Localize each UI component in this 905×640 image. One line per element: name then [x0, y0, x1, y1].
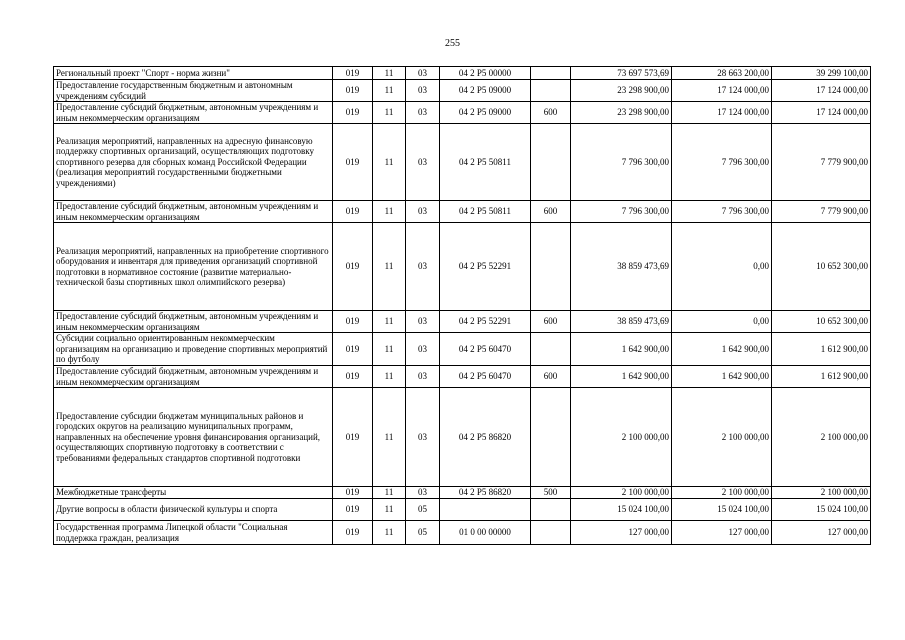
expense-type-cell: 600 [531, 102, 571, 124]
admin-code-cell: 019 [333, 124, 373, 201]
amount-year2-cell: 0,00 [672, 311, 772, 333]
amount-year2-cell: 7 796 300,00 [672, 124, 772, 201]
admin-code-cell: 019 [333, 102, 373, 124]
section-code-cell: 11 [373, 223, 406, 311]
subsection-code-cell: 03 [406, 388, 440, 487]
amount-year1-cell: 38 859 473,69 [571, 311, 672, 333]
amount-year1-cell: 15 024 100,00 [571, 499, 672, 521]
table-row [54, 499, 871, 521]
target-article-cell: 04 2 Р5 09000 [440, 102, 531, 124]
admin-code-cell: 019 [333, 311, 373, 333]
table-row [54, 388, 871, 487]
table-row [54, 102, 871, 124]
subsection-code-cell: 03 [406, 333, 440, 366]
table-row [54, 201, 871, 223]
subsection-code-cell: 03 [406, 487, 440, 499]
row-name-cell: Субсидии социально ориентированным некоммерческим организациям на организацию и проведение спортивных мероприятий по футболу [54, 333, 333, 366]
target-article-cell: 04 2 Р5 09000 [440, 80, 531, 102]
expense-type-cell [531, 67, 571, 80]
row-name-cell: Предоставление субсидий бюджетным, автономным учреждениям и иным некоммерческим организациям [54, 366, 333, 388]
amount-year3-cell: 1 612 900,00 [772, 333, 871, 366]
admin-code-cell: 019 [333, 487, 373, 499]
subsection-code-cell: 03 [406, 67, 440, 80]
table-row [54, 311, 871, 333]
section-code-cell: 11 [373, 67, 406, 80]
amount-year2-cell: 2 100 000,00 [672, 487, 772, 499]
section-code-cell: 11 [373, 499, 406, 521]
section-code-cell: 11 [373, 333, 406, 366]
amount-year1-cell: 2 100 000,00 [571, 388, 672, 487]
target-article-cell: 04 2 Р5 52291 [440, 223, 531, 311]
expense-type-cell [531, 80, 571, 102]
subsection-code-cell: 05 [406, 521, 440, 545]
amount-year2-cell: 17 124 000,00 [672, 102, 772, 124]
expense-type-cell: 600 [531, 311, 571, 333]
amount-year3-cell: 10 652 300,00 [772, 311, 871, 333]
target-article-cell: 04 2 Р5 00000 [440, 67, 531, 80]
section-code-cell: 11 [373, 311, 406, 333]
target-article-cell: 01 0 00 00000 [440, 521, 531, 545]
row-name-cell: Предоставление государственным бюджетным и автономным учреждениям субсидий [54, 80, 333, 102]
amount-year2-cell: 17 124 000,00 [672, 80, 772, 102]
amount-year3-cell: 2 100 000,00 [772, 487, 871, 499]
target-article-cell: 04 2 Р5 60470 [440, 366, 531, 388]
expense-type-cell: 500 [531, 487, 571, 499]
table-row [54, 80, 871, 102]
budget-table [53, 66, 871, 545]
row-name-cell: Другие вопросы в области физической культуры и спорта [54, 499, 333, 521]
amount-year2-cell: 127 000,00 [672, 521, 772, 545]
subsection-code-cell: 03 [406, 366, 440, 388]
amount-year2-cell: 1 642 900,00 [672, 366, 772, 388]
amount-year2-cell: 15 024 100,00 [672, 499, 772, 521]
amount-year2-cell: 28 663 200,00 [672, 67, 772, 80]
amount-year3-cell: 17 124 000,00 [772, 102, 871, 124]
amount-year1-cell: 73 697 573,69 [571, 67, 672, 80]
target-article-cell: 04 2 Р5 52291 [440, 311, 531, 333]
admin-code-cell: 019 [333, 499, 373, 521]
section-code-cell: 11 [373, 124, 406, 201]
target-article-cell: 04 2 Р5 50811 [440, 201, 531, 223]
amount-year1-cell: 7 796 300,00 [571, 124, 672, 201]
table-row [54, 124, 871, 201]
table-row [54, 333, 871, 366]
amount-year3-cell: 17 124 000,00 [772, 80, 871, 102]
section-code-cell: 11 [373, 201, 406, 223]
page-number: 255 [445, 38, 460, 49]
row-name-cell: Предоставление субсидий бюджетным, автономным учреждениям и иным некоммерческим организациям [54, 102, 333, 124]
subsection-code-cell: 03 [406, 311, 440, 333]
admin-code-cell: 019 [333, 223, 373, 311]
amount-year1-cell: 2 100 000,00 [571, 487, 672, 499]
amount-year1-cell: 23 298 900,00 [571, 102, 672, 124]
table-row [54, 67, 871, 80]
amount-year3-cell: 10 652 300,00 [772, 223, 871, 311]
amount-year2-cell: 0,00 [672, 223, 772, 311]
expense-type-cell [531, 499, 571, 521]
section-code-cell: 11 [373, 366, 406, 388]
expense-type-cell: 600 [531, 366, 571, 388]
expense-type-cell [531, 521, 571, 545]
subsection-code-cell: 03 [406, 124, 440, 201]
row-name-cell: Предоставление субсидий бюджетным, автономным учреждениям и иным некоммерческим организациям [54, 311, 333, 333]
admin-code-cell: 019 [333, 201, 373, 223]
amount-year2-cell: 7 796 300,00 [672, 201, 772, 223]
row-name-cell: Государственная программа Липецкой области "Социальная поддержка граждан, реализация [54, 521, 333, 545]
amount-year3-cell: 2 100 000,00 [772, 388, 871, 487]
amount-year3-cell: 15 024 100,00 [772, 499, 871, 521]
target-article-cell: 04 2 Р5 60470 [440, 333, 531, 366]
row-name-cell: Реализация мероприятий, направленных на приобретение спортивного оборудования и инвентаря для приведения организаций спортивной подготовки в нормативное состояние (развитие материально-технической базы спортивных школ олимпийского резерва) [54, 223, 333, 311]
section-code-cell: 11 [373, 388, 406, 487]
target-article-cell [440, 499, 531, 521]
subsection-code-cell: 03 [406, 201, 440, 223]
amount-year3-cell: 7 779 900,00 [772, 124, 871, 201]
amount-year1-cell: 7 796 300,00 [571, 201, 672, 223]
amount-year1-cell: 1 642 900,00 [571, 366, 672, 388]
expense-type-cell [531, 388, 571, 487]
expense-type-cell: 600 [531, 201, 571, 223]
amount-year2-cell: 1 642 900,00 [672, 333, 772, 366]
subsection-code-cell: 03 [406, 102, 440, 124]
row-name-cell: Предоставление субсидии бюджетам муниципальных районов и городских округов на реализацию муниципальных программ, направленных на обеспечение уровня финансирования организаций, осуществляющих спортивную подготовку в соответствии с требованиями федеральных стандартов спортивной подготовки [54, 388, 333, 487]
target-article-cell: 04 2 Р5 86820 [440, 388, 531, 487]
row-name-cell: Региональный проект "Спорт - норма жизни" [54, 67, 333, 80]
section-code-cell: 11 [373, 487, 406, 499]
admin-code-cell: 019 [333, 388, 373, 487]
section-code-cell: 11 [373, 80, 406, 102]
admin-code-cell: 019 [333, 67, 373, 80]
table-row [54, 366, 871, 388]
amount-year2-cell: 2 100 000,00 [672, 388, 772, 487]
admin-code-cell: 019 [333, 333, 373, 366]
amount-year1-cell: 127 000,00 [571, 521, 672, 545]
table-row [54, 487, 871, 499]
table-row [54, 223, 871, 311]
row-name-cell: Реализация мероприятий, направленных на адресную финансовую поддержку спортивных организаций, осуществляющих подготовку спортивного резерва для сборных команд Российской Федерации (реализация мероприятий государственными бюджетными учреждениями) [54, 124, 333, 201]
expense-type-cell [531, 333, 571, 366]
admin-code-cell: 019 [333, 366, 373, 388]
amount-year3-cell: 7 779 900,00 [772, 201, 871, 223]
row-name-cell: Межбюджетные трансферты [54, 487, 333, 499]
expense-type-cell [531, 124, 571, 201]
admin-code-cell: 019 [333, 80, 373, 102]
target-article-cell: 04 2 Р5 86820 [440, 487, 531, 499]
target-article-cell: 04 2 Р5 50811 [440, 124, 531, 201]
amount-year1-cell: 1 642 900,00 [571, 333, 672, 366]
row-name-cell: Предоставление субсидий бюджетным, автономным учреждениям и иным некоммерческим организациям [54, 201, 333, 223]
table-row [54, 521, 871, 545]
amount-year1-cell: 23 298 900,00 [571, 80, 672, 102]
section-code-cell: 11 [373, 521, 406, 545]
amount-year3-cell: 127 000,00 [772, 521, 871, 545]
subsection-code-cell: 03 [406, 80, 440, 102]
expense-type-cell [531, 223, 571, 311]
amount-year1-cell: 38 859 473,69 [571, 223, 672, 311]
section-code-cell: 11 [373, 102, 406, 124]
admin-code-cell: 019 [333, 521, 373, 545]
subsection-code-cell: 03 [406, 223, 440, 311]
subsection-code-cell: 05 [406, 499, 440, 521]
amount-year3-cell: 39 299 100,00 [772, 67, 871, 80]
amount-year3-cell: 1 612 900,00 [772, 366, 871, 388]
